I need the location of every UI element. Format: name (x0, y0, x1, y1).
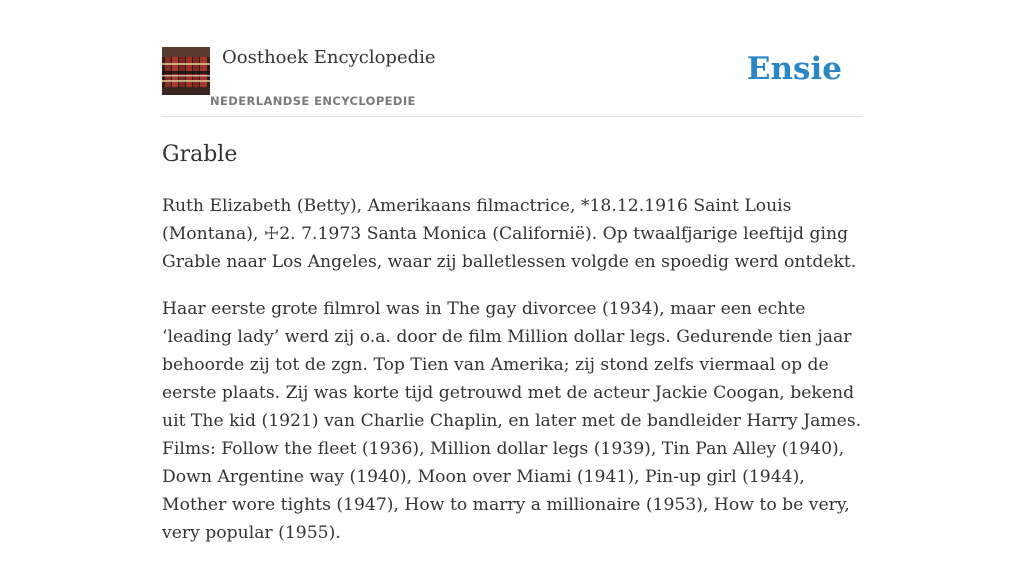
article-title: Grable (162, 142, 238, 167)
site-header (162, 0, 862, 117)
article-paragraph: Ruth Elizabeth (Betty), Amerikaans filmactrice, *18.12.1916 Saint Louis (Montana), ☩2. 7.1973 Santa Monica (Californië). Op twaalfjarige leeftijd ging Grable naar Los Angeles, waar zij balletlessen volgde en spoedig werd ontdekt. (162, 196, 857, 272)
article-body (162, 192, 862, 566)
site-name[interactable]: Oosthoek Encyclopedie (222, 47, 436, 68)
site-subtitle: NEDERLANDSE ENCYCLOPEDIE (210, 94, 416, 108)
article-paragraph: Haar eerste grote filmrol was in The gay divorcee (1934), maar een echte ‘leading lady’ werd zij o.a. door de film Million dollar legs. Gedurende tien jaar behoorde zij tot de zgn. Top Tien van Amerika; zij stond zelfs viermaal op de eerste plaats. Zij was korte tijd getrouwd met de acteur Jackie Coogan, bekend uit The kid (1921) van Charlie Chaplin, en later met de bandleider Harry James. Films: Follow the fleet (1936), Million dollar legs (1939), Tin Pan Alley (1940), Down Argentine way (1940), Moon over Miami (1941), Pin-up girl (1944), Mother wore tights (1947), How to marry a millionaire (1953), How to be very, very popular (1955). (162, 299, 862, 543)
encyclopedia-books-icon[interactable] (162, 47, 210, 95)
ensie-brand-link[interactable]: Ensie (746, 51, 842, 87)
